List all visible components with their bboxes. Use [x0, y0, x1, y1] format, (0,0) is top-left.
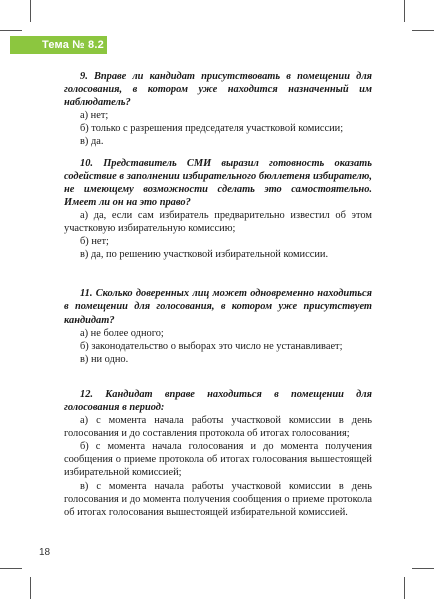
crop-mark: [30, 0, 31, 22]
answer-option: в) да, по решению участковой избирательной комиссии.: [80, 249, 329, 261]
crop-mark: [404, 577, 405, 599]
question-text: 10. Представитель СМИ выразил готовность оказать содействие в заполнении избирательного бюллетеня избирателю, не имеющему возможности сделать это самостоятельно. Имеет ли он на это право?: [64, 157, 372, 208]
questions-content: [64, 70, 372, 527]
answer-option: в) ни одно.: [80, 353, 129, 365]
answer-option: б) с момента начала голосования и до момента получения сообщения о приеме протокола об итогах голосования вышестоящей избирательной комиссией;: [64, 441, 372, 479]
crop-mark: [30, 577, 31, 599]
question-text: 11. Сколько доверенных лиц может одновременно находиться в помещении для голосования, в котором уже присутствует кандидат?: [64, 288, 372, 326]
question-block: [64, 388, 372, 519]
question-text: 12. Кандидат вправе находиться в помещении для голосования в период:: [64, 388, 372, 413]
question-block: [64, 157, 372, 262]
answer-option: а) нет;: [80, 110, 109, 122]
answer-option: б) только с разрешения председателя участковой комиссии;: [80, 123, 344, 135]
answer-option: б) нет;: [80, 236, 109, 248]
crop-mark: [0, 30, 22, 31]
answer-option: а) да, если сам избиратель предварительно известил об этом участковую избирательную комиссию;: [64, 209, 372, 235]
answer-option: б) законодательство о выборах это число не устанавливает;: [80, 340, 343, 352]
answer-option: в) да.: [80, 136, 104, 148]
question-block: [64, 287, 372, 366]
topic-label: Тема № 8.2: [42, 39, 104, 51]
crop-mark: [0, 568, 22, 569]
spacer: [64, 374, 372, 388]
answer-option: а) с момента начала работы участковой комиссии в день голосования и до составления протокола об итогах голосования;: [64, 415, 372, 440]
answer-option: в) с момента начала работы участковой комиссии в день голосования и до момента получения сообщения о приеме протокола об итогах голосования вышестоящей избирательной комиссией.: [64, 480, 372, 518]
question-block: [64, 70, 372, 149]
answer-option: а) не более одного;: [80, 327, 164, 339]
crop-mark: [412, 568, 434, 569]
crop-mark: [404, 0, 405, 22]
crop-mark: [412, 30, 434, 31]
page-number: 18: [39, 547, 51, 558]
spacer: [64, 269, 372, 287]
question-text: 9. Вправе ли кандидат присутствовать в помещении для голосования, в котором уже находится назначенный им наблюдатель?: [64, 71, 372, 109]
